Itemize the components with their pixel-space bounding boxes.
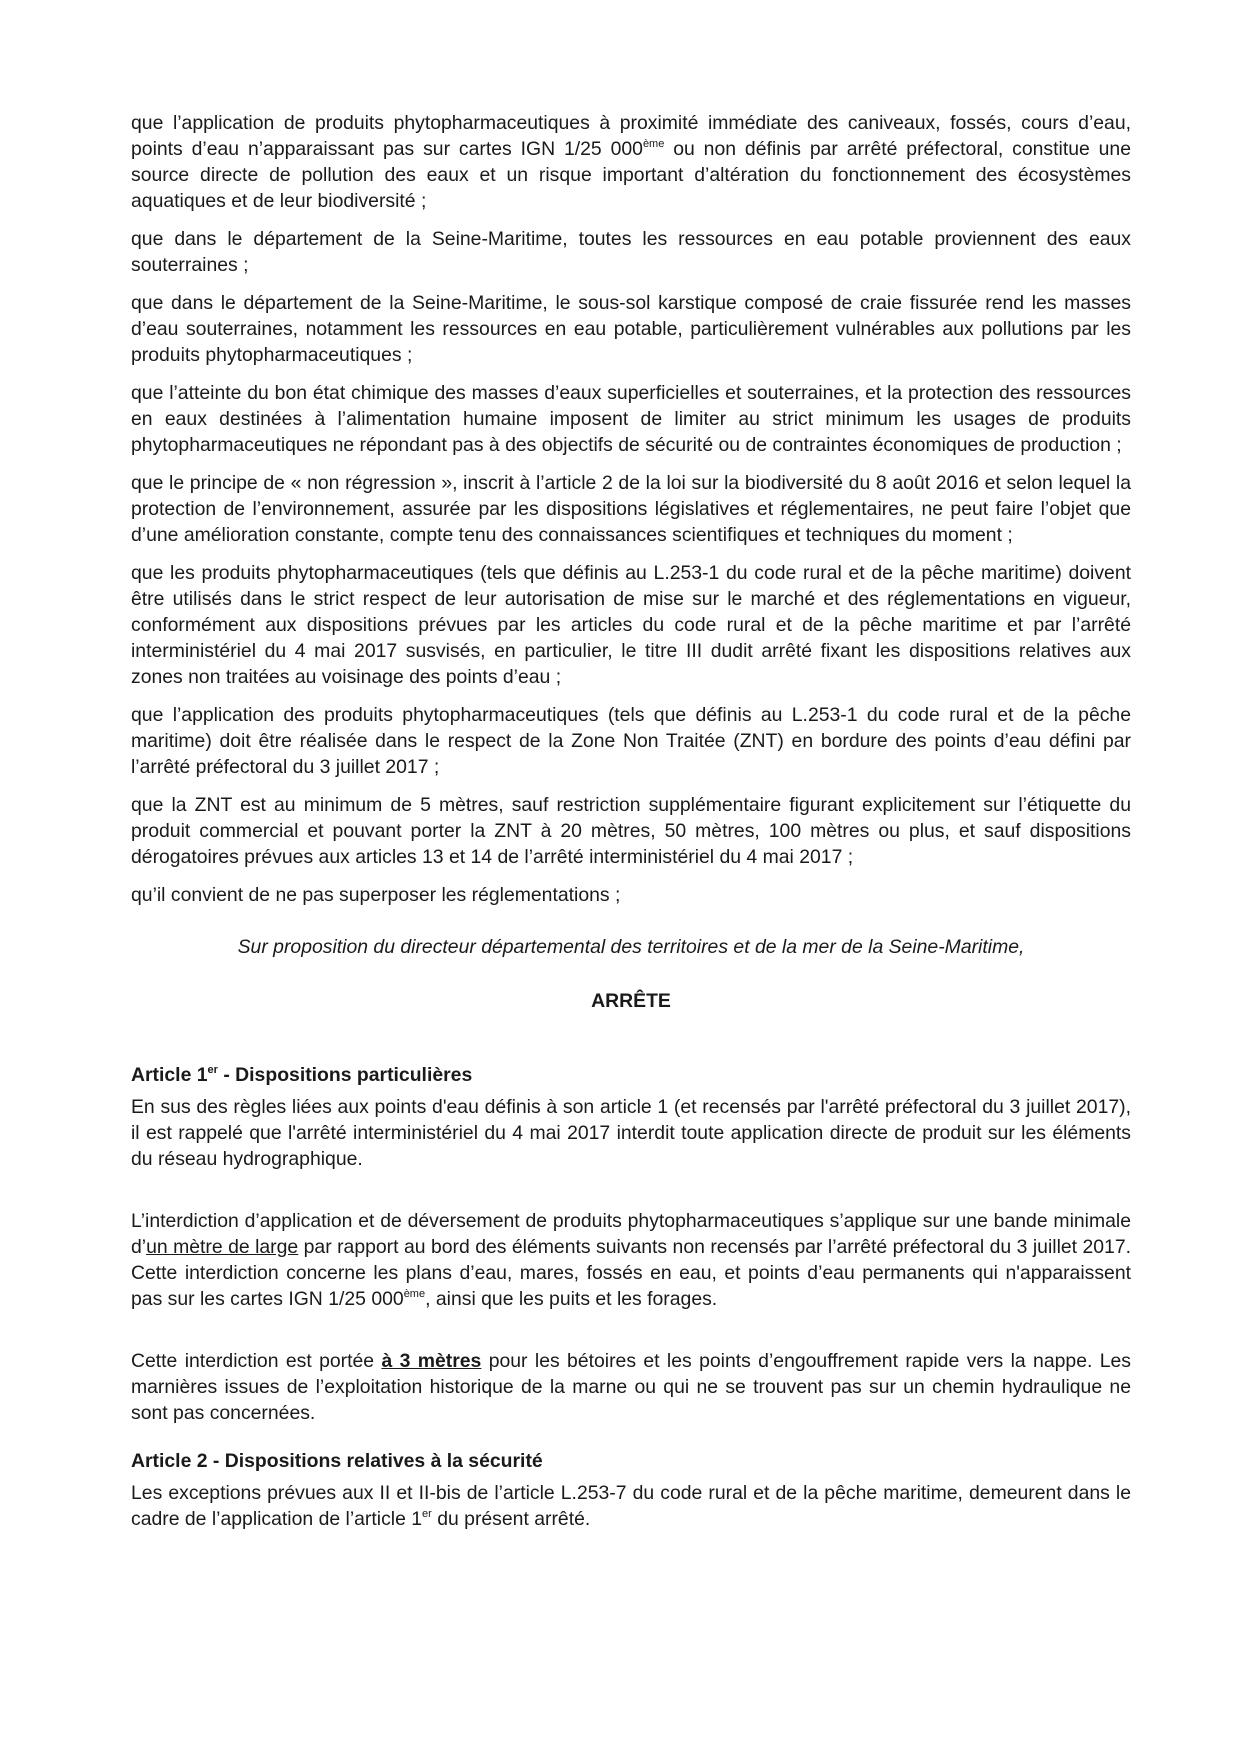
superscript: er	[207, 1064, 218, 1076]
article-text: par rapport au bord des éléments suivants non recensés par l’arrêté préfectoral du 3 juillet 2017. Cette interdiction concerne les plans d’eau, mares, fossés en eau, et points d’eau permanents qui n'apparaissent pas sur les cartes IGN 1/25 000	[131, 1236, 1131, 1310]
article-2-title: Article 2 - Dispositions relatives à la sécurité	[131, 1450, 543, 1472]
document-page	[131, 110, 1131, 1544]
article-1-title	[131, 1062, 1131, 1088]
consideration-text: que l’application de produits phytopharmaceutiques à proximité immédiate des caniveaux, fossés, cours d’eau, points d’eau n’apparaissant pas sur cartes IGN 1/25 000	[131, 112, 1131, 160]
article-text: L’interdiction d’application et de déversement de produits phytopharmaceutiques s’applique sur une bande minimale d’	[131, 1210, 1131, 1258]
consideration-paragraph: que la ZNT est au minimum de 5 mètres, sauf restriction supplémentaire figurant explicitement sur l’étiquette du produit commercial et pouvant porter la ZNT à 20 mètres, 50 mètres, 100 mètres ou plus, et sauf dispositions dérogatoires prévues aux articles 13 et 14 de l’arrêté interministériel du 4 mai 2017 ;	[131, 794, 1131, 868]
proposal-line: Sur proposition du directeur départemental des territoires et de la mer de la Seine-Maritime,	[237, 936, 1025, 958]
consideration-text: ou non définis par arrêté préfectoral, constitue une source directe de pollution des eaux et un risque important d’altération du fonctionnement des écosystèmes aquatiques et de leur biodiversité ;	[131, 138, 1132, 212]
consideration-paragraph: que dans le département de la Seine-Maritime, toutes les ressources en eau potable proviennent des eaux souterraines ;	[131, 228, 1131, 276]
consideration-paragraph: que les produits phytopharmaceutiques (tels que définis au L.253-1 du code rural et de la pêche maritime) doivent être utilisés dans le strict respect de leur autorisation de mise sur le marché et des réglementations en vigueur, conformément aux dispositions prévues par les articles du code rural et de la pêche maritime et par l’arrêté interministériel du 4 mai 2017 susvisés, en particulier, le titre III dudit arrêté fixant les dispositions relatives aux zones non traitées au voisinage des points d’eau ;	[131, 562, 1131, 688]
article-text: Cette interdiction est portée	[131, 1350, 382, 1372]
article-1-paragraph	[131, 1208, 1131, 1312]
article-text: , ainsi que les puits et les forages.	[425, 1288, 718, 1310]
article-text: pour les bétoires et les points d’engouffrement rapide vers la nappe. Les marnières issues de l’exploitation historique de la marne ou qui ne se trouvent pas sur un chemin hydraulique ne sont pas concernées.	[131, 1350, 1131, 1424]
consideration-paragraph: que dans le département de la Seine-Maritime, le sous-sol karstique composé de craie fissurée rend les masses d’eau souterraines, notamment les ressources en eau potable, particulièrement vulnérables aux pollutions par les produits phytopharmaceutiques ;	[131, 292, 1131, 366]
underlined-text: un mètre de large	[146, 1236, 299, 1258]
article-1-paragraph: En sus des règles liées aux points d'eau définis à son article 1 (et recensés par l'arrêté préfectoral du 3 juillet 2017), il est rappelé que l'arrêté interministériel du 4 mai 2017 interdit toute application directe de produit sur les éléments du réseau hydrographique.	[131, 1096, 1131, 1170]
article-text: du présent arrêté.	[431, 1508, 591, 1530]
superscript: ème	[642, 138, 665, 150]
consideration-paragraph: qu’il convient de ne pas superposer les réglementations ;	[131, 884, 621, 906]
article-title-text: - Dispositions particulières	[217, 1064, 473, 1086]
consideration-paragraph: que le principe de « non régression », inscrit à l’article 2 de la loi sur la biodiversité du 8 août 2016 et selon lequel la protection de l’environnement, assurée par les dispositions législatives et réglementaires, ne peut faire l’objet que d’une amélioration constante, compte tenu des connaissances scientifiques et techniques du moment ;	[131, 472, 1131, 546]
decree-heading: ARRÊTE	[591, 990, 671, 1012]
underlined-bold-text: à 3 mètres	[381, 1350, 482, 1372]
consideration-paragraph: que l’atteinte du bon état chimique des masses d’eaux superficielles et souterraines, et la protection des ressources en eaux destinées à l’alimentation humaine imposent de limiter au strict minimum les usages de produits phytopharmaceutiques ne répondant pas à des objectifs de sécurité ou de contraintes économiques de production ;	[131, 382, 1131, 456]
article-1-paragraph	[131, 1348, 1131, 1426]
superscript: er	[422, 1508, 432, 1520]
article-title-text: Article 1	[131, 1064, 208, 1086]
article-2-paragraph	[131, 1480, 1131, 1532]
superscript: ème	[403, 1288, 426, 1300]
article-text: Les exceptions prévues aux II et II-bis de l’article L.253-7 du code rural et de la pêche maritime, demeurent dans le cadre de l’application de l’article 1	[131, 1482, 1131, 1530]
consideration-paragraph: que l’application des produits phytopharmaceutiques (tels que définis au L.253-1 du code rural et de la pêche maritime) doit être réalisée dans le respect de la Zone Non Traitée (ZNT) en bordure des points d’eau défini par l’arrêté préfectoral du 3 juillet 2017 ;	[131, 704, 1131, 778]
consideration-paragraph	[131, 110, 1131, 214]
